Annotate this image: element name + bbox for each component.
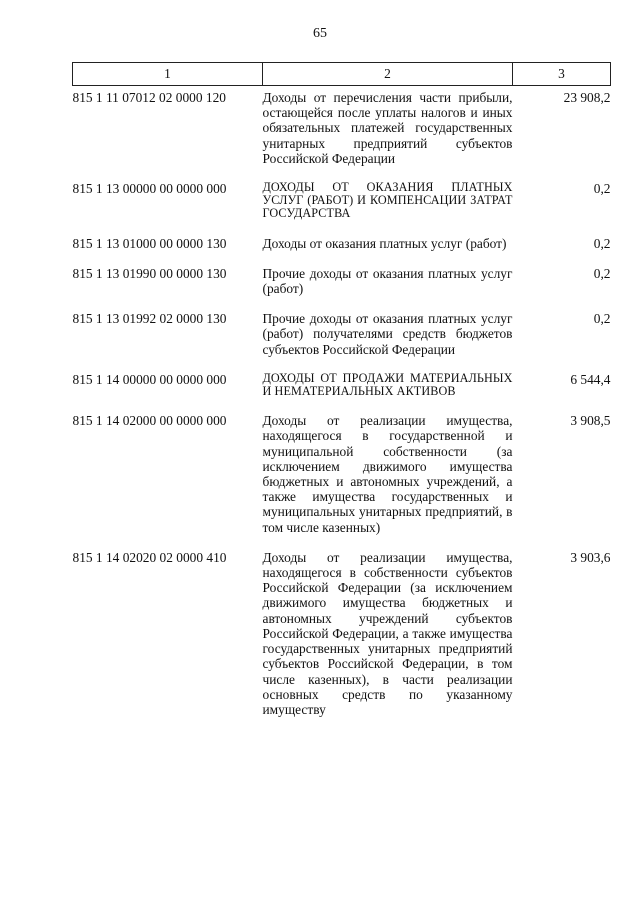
budget-classification-code: 815 1 13 01990 00 0000 130 <box>72 265 227 281</box>
column-header-code: 1 <box>73 63 263 86</box>
table-row <box>73 86 611 179</box>
budget-classification-code: 815 1 14 02020 02 0000 410 <box>72 549 227 565</box>
table-row <box>73 233 611 263</box>
column-header-amount: 3 <box>513 63 611 86</box>
table-row <box>73 178 611 233</box>
revenue-amount: 0,2 <box>593 265 611 281</box>
revenue-amount: 3 903,6 <box>570 549 611 565</box>
revenue-description: Доходы от реализации имущества, находящегося в собственности субъектов Российской Федерации (за исключением движимого имущества бюджетных и автономных учреждений субъектов Российской Федерации, а также имущества государственных унитарных предприятий субъектов Российской Федерации, в том числе казенных), в части реализации основных средств по указанному имуществу <box>262 549 513 717</box>
table-body <box>73 86 611 730</box>
revenue-amount: 0,2 <box>593 181 611 197</box>
revenue-amount: 0,2 <box>593 235 611 251</box>
revenue-description: Доходы от реализации имущества, находящегося в государственной и муниципальной собственности (за исключением движимого имущества бюджетных и автономных учреждений, а также имущества государственных и муниципальных унитарных предприятий, в том числе казенных) <box>262 413 513 535</box>
revenue-amount: 6 544,4 <box>570 371 611 387</box>
revenue-amount: 0,2 <box>593 311 611 327</box>
table-row <box>73 410 611 547</box>
table-row <box>73 369 611 410</box>
budget-classification-code: 815 1 13 00000 00 0000 000 <box>72 181 227 197</box>
budget-classification-code: 815 1 14 00000 00 0000 000 <box>72 371 227 387</box>
revenue-description: Прочие доходы от оказания платных услуг (работ) <box>262 265 513 297</box>
budget-classification-code: 815 1 13 01992 02 0000 130 <box>72 311 227 327</box>
table-row <box>73 308 611 369</box>
revenue-amount: 23 908,2 <box>563 90 611 105</box>
budget-classification-code: 815 1 14 02000 00 0000 000 <box>72 413 227 429</box>
table-row <box>73 547 611 729</box>
column-header-name: 2 <box>263 63 513 86</box>
table-row <box>73 263 611 308</box>
budget-classification-code: 815 1 13 01000 00 0000 130 <box>72 235 227 251</box>
budget-classification-code: 815 1 11 07012 02 0000 120 <box>72 90 226 105</box>
revenue-description: Доходы от перечисления части прибыли, остающейся после уплаты налогов и иных обязательных платежей государственных унитарных предприятий субъектов Российской Федерации <box>262 90 513 166</box>
table-header-row <box>73 63 611 86</box>
revenue-description: Доходы от оказания платных услуг (работ) <box>262 235 507 251</box>
revenue-amount: 3 908,5 <box>570 413 611 429</box>
revenue-description: ДОХОДЫ ОТ ОКАЗАНИЯ ПЛАТНЫХ УСЛУГ (РАБОТ) И КОМПЕНСАЦИИ ЗАТРАТ ГОСУДАРСТВА <box>262 180 513 221</box>
revenue-description: ДОХОДЫ ОТ ПРОДАЖИ МАТЕРИАЛЬНЫХ И НЕМАТЕРИАЛЬНЫХ АКТИВОВ <box>262 370 513 399</box>
revenue-description: Прочие доходы от оказания платных услуг (работ) получателями средств бюджетов субъектов Российской Федерации <box>262 311 513 357</box>
revenue-table <box>72 62 611 729</box>
page-number: 65 <box>313 26 327 41</box>
